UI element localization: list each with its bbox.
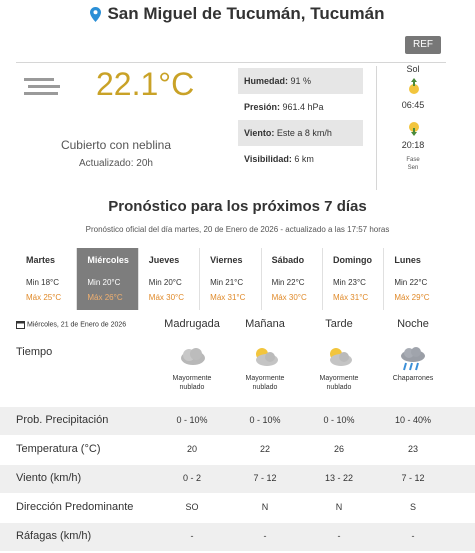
tiempo-label: Tiempo xyxy=(16,346,53,358)
current-condition: Cubierto con neblina xyxy=(60,138,172,152)
day-tab-martes[interactable]: Martes Min 18°C Máx 25°C xyxy=(16,248,77,310)
period-manana: Mañana xyxy=(245,318,285,330)
visibility-row: Visibilidad: 6 km xyxy=(244,154,314,164)
table-row: Prob. Precipitación 0 - 10% 0 - 10% 0 - 10% 10 - 40% xyxy=(0,407,475,435)
period-tarde: Tarde xyxy=(325,318,353,330)
weather-desc-madrugada: Mayormente nublado xyxy=(172,375,212,391)
sunset-icon xyxy=(404,120,424,136)
period-madrugada: Madrugada xyxy=(164,318,220,330)
weather-desc-noche: Chaparrones xyxy=(392,375,434,382)
weather-desc-manana: Mayormente nublado xyxy=(245,375,285,391)
day-tab-viernes[interactable]: Viernes Min 21°C Máx 31°C xyxy=(200,248,261,310)
day-tab-lunes[interactable]: Lunes Min 22°C Máx 29°C xyxy=(394,255,430,302)
sunrise-icon xyxy=(404,78,424,94)
table-row: Dirección Predominante SO N N S xyxy=(16,501,416,513)
forecast-subtitle: Pronóstico oficial del día martes, 20 de Enero de 2026 - actualizado a las 17:57 horas xyxy=(85,225,390,234)
location-header xyxy=(0,4,475,32)
detail-date: Miércoles, 21 de Enero de 2026 xyxy=(16,320,126,329)
table-row: Ráfagas (km/h) - - - - xyxy=(0,523,475,551)
day-tab-sabado[interactable]: Sábado Min 22°C Máx 30°C xyxy=(262,248,323,310)
day-tab-miercoles[interactable]: Miércoles Min 20°C Máx 26°C xyxy=(77,248,138,310)
sunset-time: 20:18 xyxy=(401,140,425,150)
table-row: Viento (km/h) 0 - 2 7 - 12 13 - 22 7 - 12 xyxy=(0,465,475,493)
forecast-title: Pronóstico para los próximos 7 días xyxy=(108,198,367,215)
humidity-row: Humedad: 91 % xyxy=(238,68,363,94)
city-title: San Miguel de Tucumán, Tucumán xyxy=(107,4,385,23)
day-tabs xyxy=(16,248,446,310)
ref-button[interactable]: REF xyxy=(405,36,441,54)
weather-desc-tarde: Mayormente nublado xyxy=(319,375,359,391)
table-row: Temperatura (°C) 20 22 26 23 xyxy=(16,443,418,455)
cloud-icon xyxy=(177,346,207,368)
sun-cloud-icon xyxy=(324,346,354,368)
calendar-icon xyxy=(16,320,25,329)
day-tab-jueves[interactable]: Jueves Min 20°C Máx 30°C xyxy=(139,248,200,310)
rain-cloud-icon xyxy=(398,346,428,372)
pressure-row: Presión: 961.4 hPa xyxy=(244,102,324,112)
day-tab-domingo[interactable]: Domingo Min 23°C Máx 31°C xyxy=(323,248,384,310)
current-temperature: 22.1°C xyxy=(96,66,195,102)
divider xyxy=(376,66,377,190)
sun-cloud-icon xyxy=(250,346,280,368)
divider xyxy=(16,62,446,63)
sunrise-time: 06:45 xyxy=(401,100,425,110)
sol-label: Sol xyxy=(406,64,420,74)
updated-time: Actualizado: 20h xyxy=(79,158,153,169)
moon-phase: Fase Sen xyxy=(406,157,420,171)
period-noche: Noche xyxy=(397,318,429,330)
fog-icon xyxy=(24,78,60,98)
wind-row: Viento: Este a 8 km/h xyxy=(238,120,363,146)
location-pin-icon xyxy=(90,7,101,22)
